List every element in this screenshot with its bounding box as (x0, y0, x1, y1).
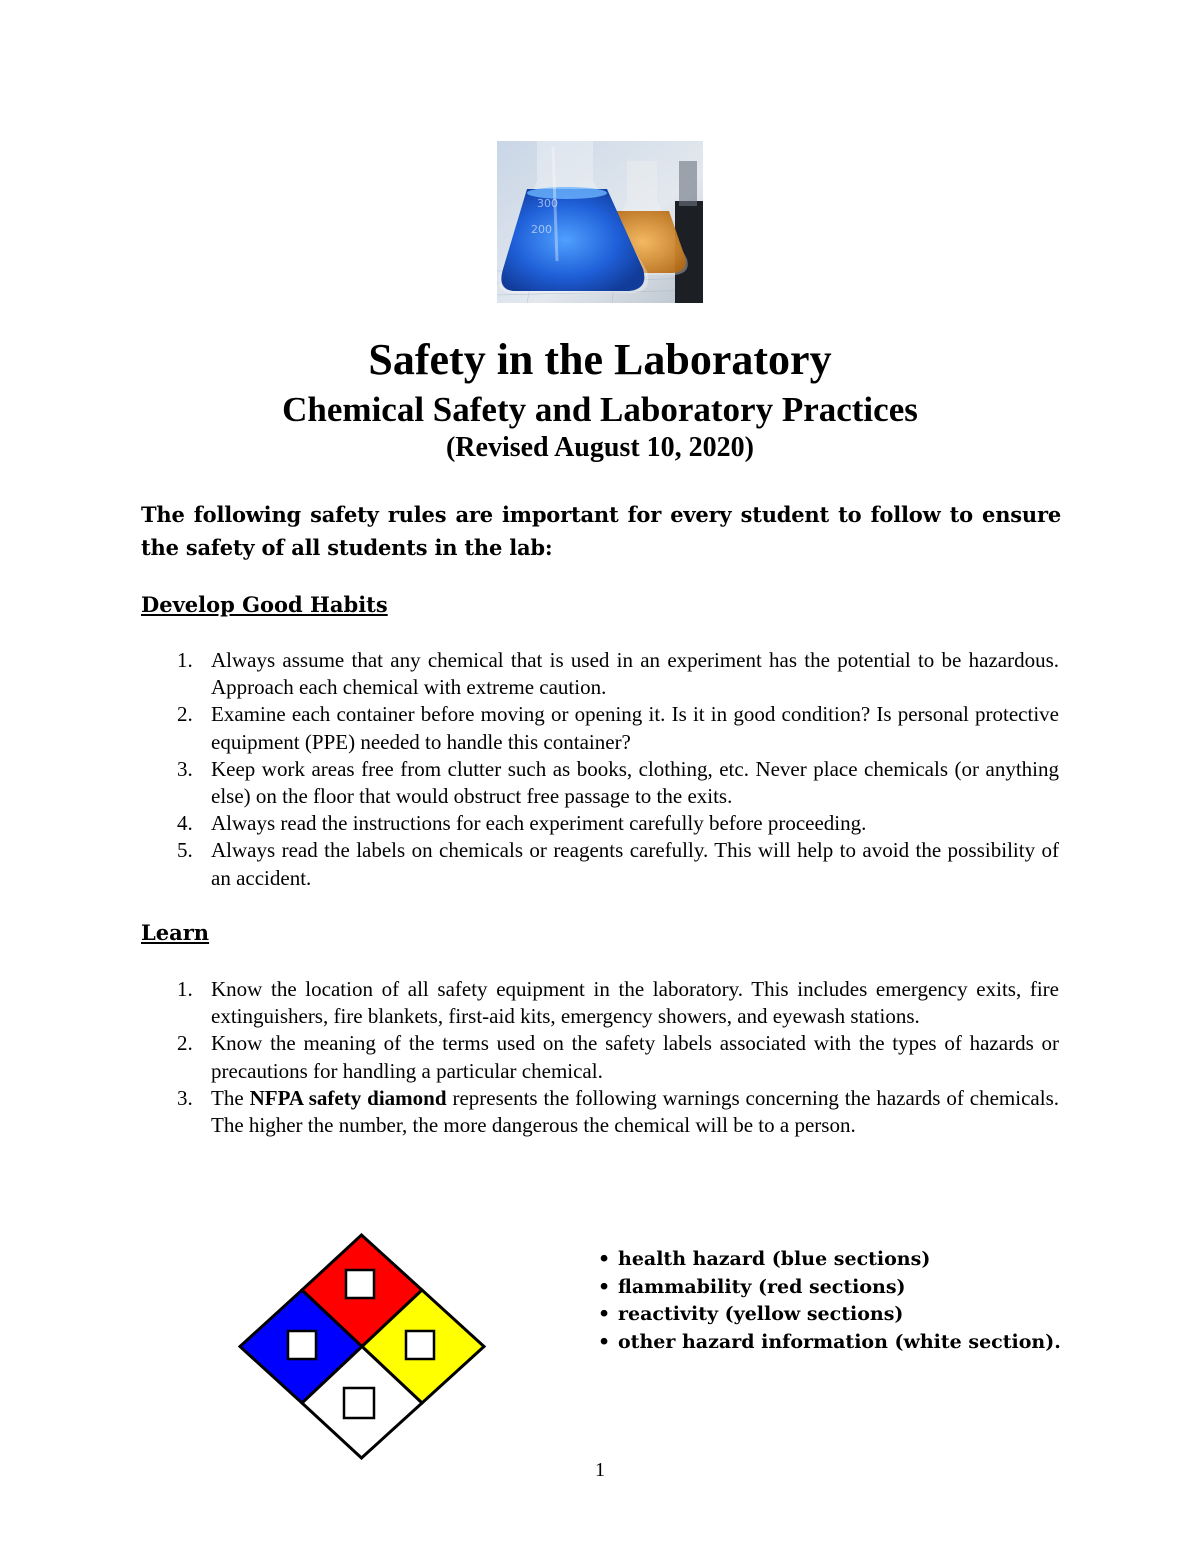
nfpa-term: NFPA safety diamond (249, 1085, 447, 1110)
item-text: Know the location of all safety equipment in the laboratory. This includes emergency exits, fire extinguishers, fire blankets, first-aid kits, emergency showers, and eyewash stations. (211, 977, 1059, 1029)
health-box (288, 1331, 316, 1359)
page-subtitle: Chemical Safety and Laboratory Practices (282, 390, 918, 429)
section-heading-habits: Develop Good Habits (141, 592, 388, 617)
page-title: Safety in the Laboratory (368, 335, 832, 384)
bullet: • (598, 1248, 611, 1270)
item-number: 3. (177, 756, 193, 781)
item-text: Keep work areas free from clutter such as books, clothing, etc. Never place chemicals (or anything else) on the floor that would obstruct free passage to the exits. (211, 756, 1059, 809)
hazard-text: flammability (red sections) (618, 1275, 906, 1298)
item-text: Always read the instructions for each experiment carefully before proceeding. (211, 811, 867, 836)
habits-list (141, 647, 1059, 892)
item-text-post: represents the following warnings concerning the hazards of chemicals. The higher the number, the more dangerous the chemical will be to a person. (211, 1085, 1059, 1138)
item-number: 5. (177, 838, 193, 863)
revision-date: (Revised August 10, 2020) (445, 432, 754, 463)
list-item (141, 1030, 1059, 1084)
list-item (141, 810, 1059, 837)
list-item (598, 1246, 1061, 1274)
page-number: 1 (595, 1459, 605, 1481)
hazard-list (598, 1246, 1061, 1356)
learn-list (141, 976, 1059, 1139)
list-item (141, 647, 1059, 701)
special-box (344, 1388, 374, 1418)
list-item (598, 1329, 1061, 1357)
item-number: 1. (177, 648, 193, 672)
item-number: 2. (177, 1031, 193, 1056)
bullet: • (598, 1330, 611, 1353)
list-item (141, 756, 1059, 810)
flask-photo (497, 141, 703, 303)
list-item (141, 976, 1059, 1030)
item-text: Know the meaning of the terms used on the safety labels associated with the types of hazards or precautions for handling a particular chemical. (211, 1031, 1059, 1083)
item-number: 2. (177, 702, 193, 727)
item-number: 3. (177, 1085, 193, 1110)
item-text: Examine each container before moving or opening it. Is it in good condition? Is personal protective equipment (PPE) needed to handle this container? (211, 702, 1059, 754)
list-item (598, 1301, 1061, 1329)
bullet: • (598, 1275, 611, 1298)
item-text-pre: The (211, 1085, 250, 1110)
svg-text:300: 300 (537, 197, 558, 210)
list-item (141, 1085, 1059, 1139)
section-heading-learn: Learn (141, 920, 210, 945)
item-number: 4. (177, 811, 193, 836)
reactivity-box (406, 1331, 434, 1359)
hazard-text: health hazard (blue sections) (618, 1248, 931, 1270)
hazard-text: other hazard information (white section). (618, 1330, 1061, 1353)
nfpa-diamond-icon (236, 1233, 487, 1460)
item-text: Always assume that any chemical that is used in an experiment has the potential to be hazardous. Approach each chemical with extreme caution. (211, 648, 1059, 700)
hazard-text: reactivity (yellow sections) (618, 1303, 904, 1325)
intro-text: The following safety rules are important for every student to follow to ensure the safety of all students in the lab: (141, 502, 1061, 560)
bullet: • (598, 1303, 611, 1325)
item-text: Always read the labels on chemicals or reagents carefully. This will help to avoid the possibility of an accident. (211, 838, 1059, 890)
list-item (141, 837, 1059, 891)
item-number: 1. (177, 977, 193, 1001)
list-item (598, 1274, 1061, 1302)
svg-text:200: 200 (531, 223, 552, 236)
list-item (141, 701, 1059, 755)
flammability-box (346, 1270, 374, 1298)
